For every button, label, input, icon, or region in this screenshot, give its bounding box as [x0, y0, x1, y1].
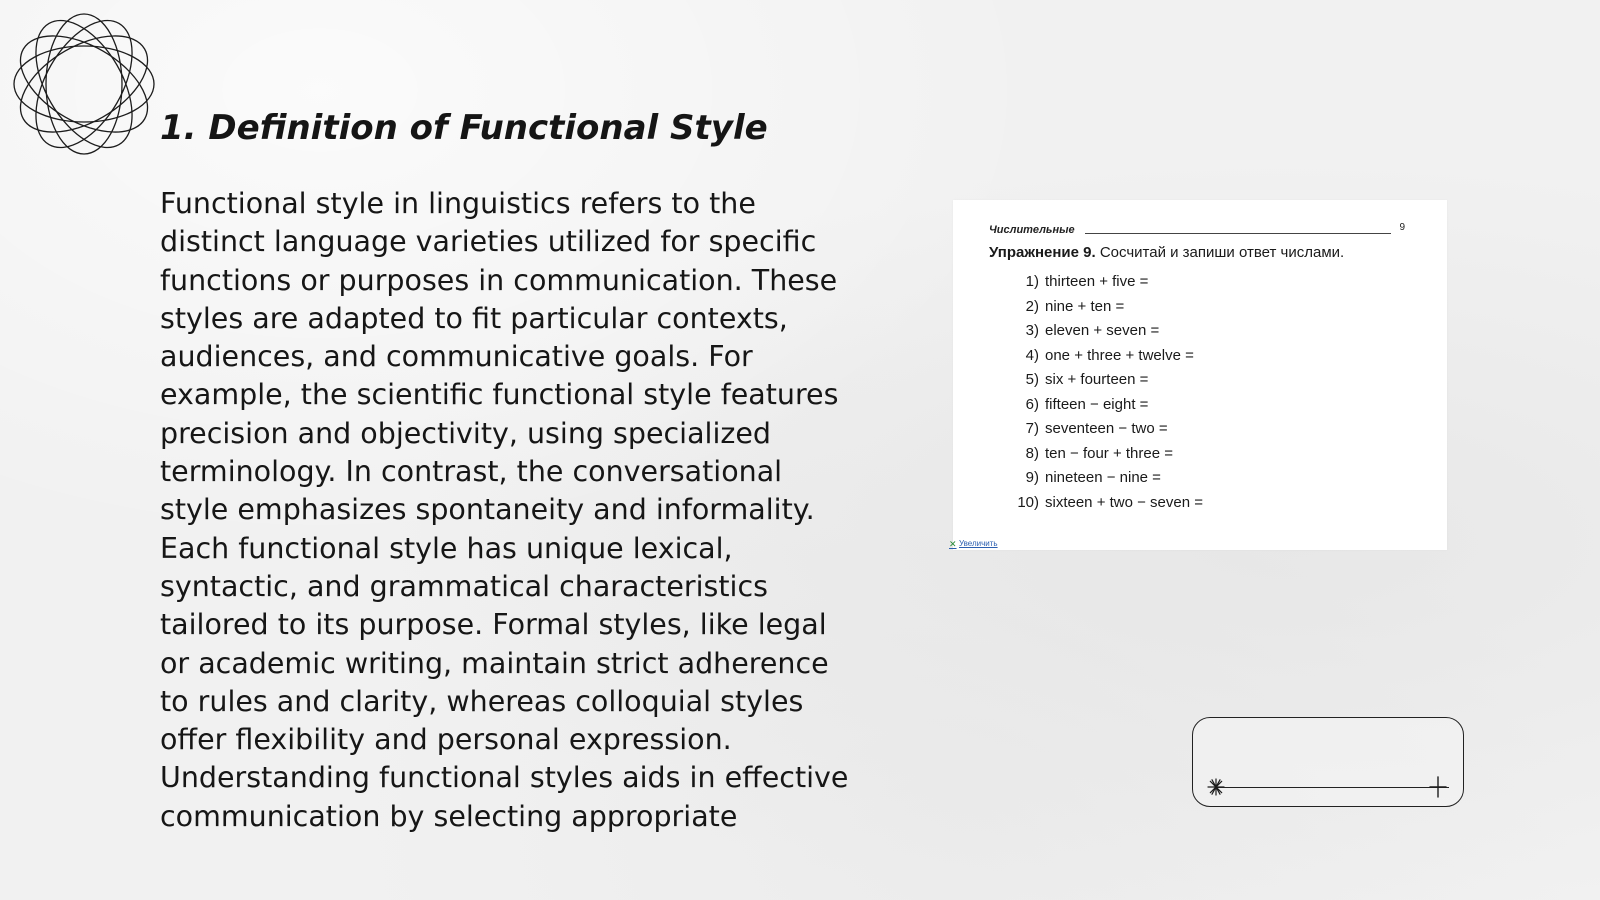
worksheet-instruction [989, 244, 1344, 261]
exercise-item-number: 9) [1025, 469, 1039, 486]
worksheet-section-title: Числительные [989, 224, 1075, 236]
exercise-item-number: 1) [1025, 273, 1039, 290]
exercise-item-text: nineteen − nine = [1045, 469, 1161, 486]
zoom-link-label: Увеличить [959, 539, 998, 548]
exercise-item [1009, 393, 1203, 418]
exercise-item [1009, 295, 1203, 320]
zoom-magnifier-icon: ✕ [949, 538, 957, 549]
slider-track-line [1217, 787, 1449, 788]
exercise-item-number: 6) [1025, 395, 1039, 413]
exercise-item-text: nine + ten = [1045, 297, 1125, 315]
exercise-item-text: fifteen − eight = [1045, 395, 1149, 413]
exercise-item-number: 3) [1025, 322, 1039, 339]
exercise-item-text: sixteen + two − seven = [1045, 493, 1204, 511]
exercise-item [1009, 344, 1203, 369]
worksheet-header [989, 224, 1405, 238]
worksheet-image [953, 200, 1447, 550]
exercise-label: Упражнение 9. [989, 244, 1096, 261]
sparkle-icon [1207, 778, 1225, 796]
exercise-item-number: 2) [1025, 297, 1039, 315]
exercise-item-text: one + three + twelve = [1045, 346, 1194, 364]
exercise-instruction-text: Сосчитай и запиши ответ числами. [1099, 244, 1345, 261]
exercise-item-text: eleven + seven = [1045, 322, 1160, 339]
exercise-list [1009, 270, 1203, 515]
rosette-logo-icon [8, 8, 160, 160]
exercise-item-number: 7) [1025, 420, 1039, 437]
exercise-item-number: 4) [1025, 346, 1039, 364]
exercise-item-text: ten − four + three = [1045, 444, 1174, 462]
exercise-item [1009, 270, 1203, 295]
exercise-item-text: seventeen − two = [1045, 420, 1168, 437]
slide-title: 1. Definition of Functional Style [160, 108, 768, 148]
exercise-item-number: 5) [1025, 371, 1039, 388]
slide-body-text: Functional style in linguistics refers to the distinct language varieties utilized for specific functions or purposes in communication. These styles are adapted to fit particular contexts, audiences, and communicative goals. For example, the scientific functional style features precision and objectivity, using specialized terminology. In contrast, the conversational style emphasizes spontaneity and informality. Each functional style has unique lexical, syntactic, and grammatical characteristics tailored to its purpose. Formal styles, like legal or academic writing, maintain strict adherence to rules and clarity, whereas colloquial styles offer flexibility and personal expression. Understanding functional styles aids in effective communication by selecting appropriate [160, 187, 849, 833]
exercise-item [1009, 417, 1203, 442]
exercise-item-text: thirteen + five = [1045, 273, 1149, 290]
decorative-slider-box [1192, 717, 1464, 807]
exercise-item [1009, 442, 1203, 467]
exercise-item-number: 8) [1025, 444, 1039, 462]
exercise-item [1009, 491, 1203, 516]
exercise-item [1009, 319, 1203, 344]
zoom-link[interactable] [949, 539, 998, 548]
exercise-item-number: 10) [1017, 493, 1039, 511]
exercise-item [1009, 466, 1203, 491]
exercise-item [1009, 368, 1203, 393]
exercise-item-text: six + fourteen = [1045, 371, 1149, 388]
crosshair-icon [1427, 776, 1449, 798]
worksheet-page-number: 9 [1399, 222, 1405, 233]
worksheet-header-rule [1085, 233, 1391, 234]
